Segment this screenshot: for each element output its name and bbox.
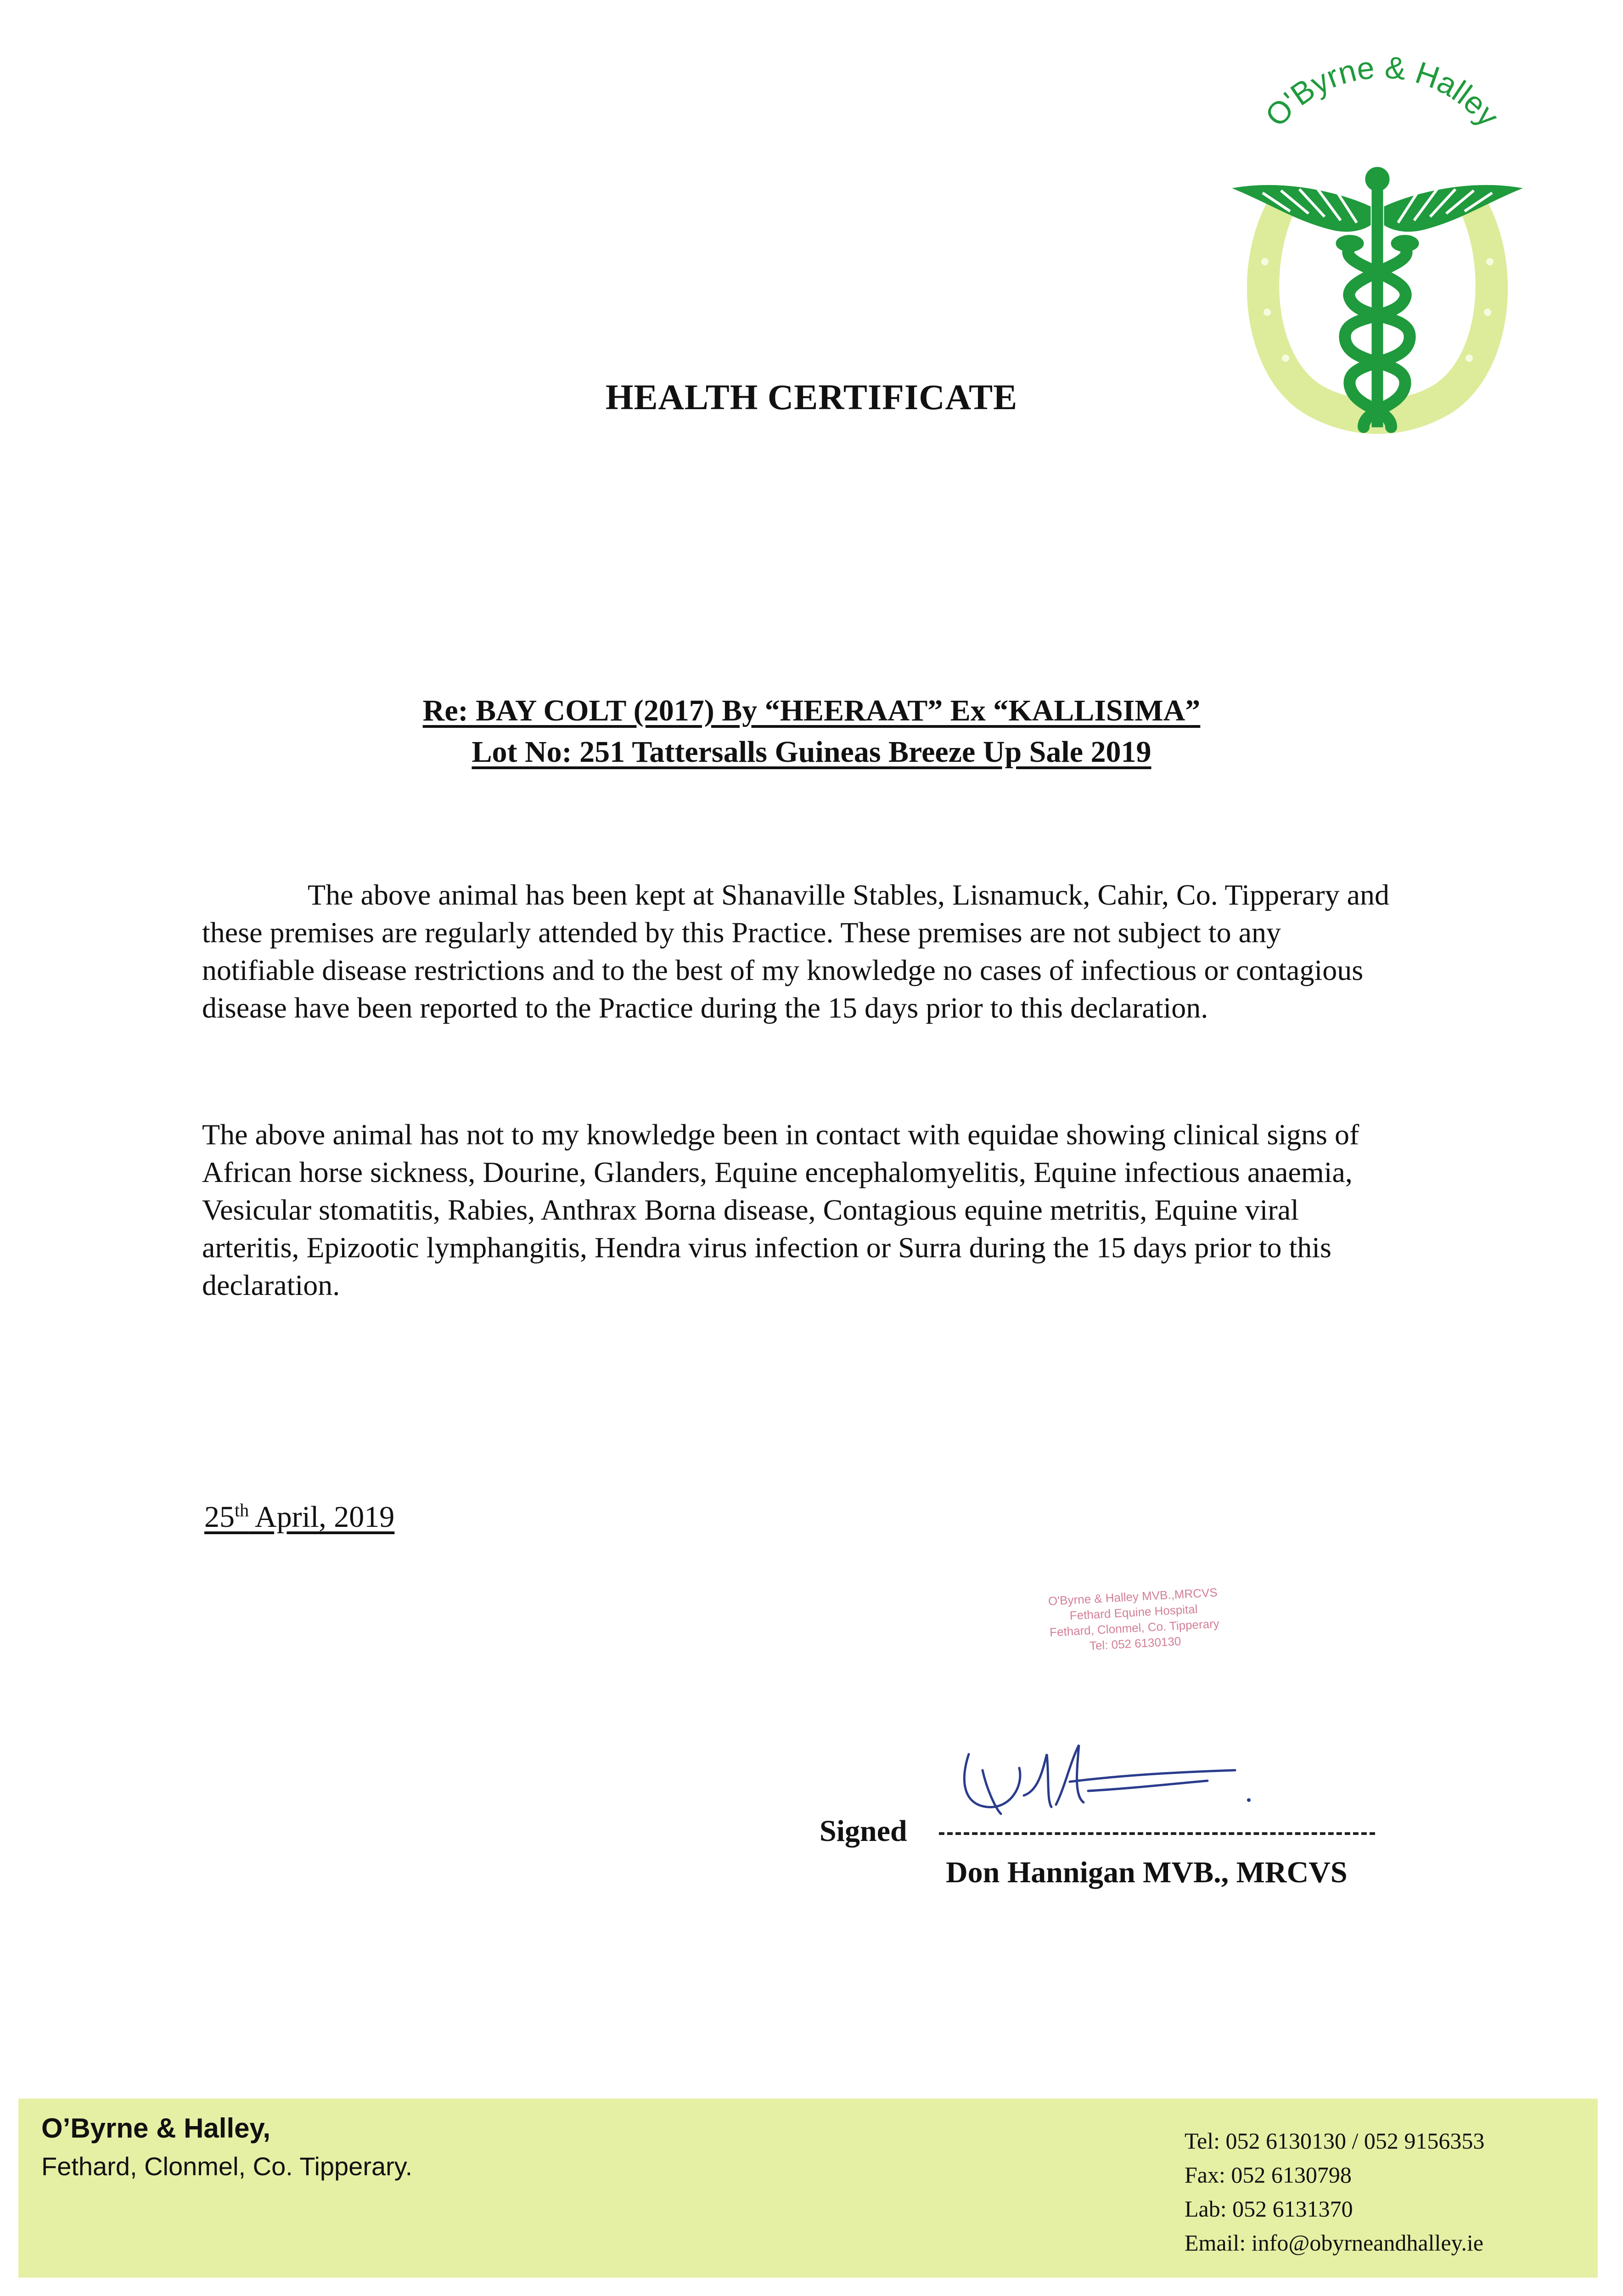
page-title: HEALTH CERTIFICATE [605,377,1018,417]
footer-tel: Tel: 052 6130130 / 052 9156353 [1185,2128,1485,2154]
certificate-date: 25th April, 2019 [204,1500,395,1534]
subject-line-horse: Re: BAY COLT (2017) By “HEERAAT” Ex “KALLISIMA” [422,694,1201,727]
signature-line [939,1832,1375,1835]
body-paragraph-premises: The above animal has been kept at Shanaville Stables, Lisnamuck, Cahir, Co. Tipperary and these premises are regularly attended by this Practice. These premises are not subject to any notifiable disease restrictions and to the best of my knowledge no cases of infectious or contagious disease have been reported to the Practice during the 15 days prior to this declaration. [202,878,1389,1024]
footer-contact [1185,2124,1484,2260]
handwritten-signature [932,1727,1267,1832]
footer-practice-name: O’Byrne & Halley, [41,2113,271,2144]
logo-text: O'Byrne & Halley [1258,55,1506,134]
footer-fax: Fax: 052 6130798 [1185,2162,1352,2188]
footer-lab: Lab: 052 6131370 [1185,2196,1353,2222]
subject-line-lot: Lot No: 251 Tattersalls Guineas Breeze Up Sale 2019 [472,735,1151,769]
footer-address: Fethard, Clonmel, Co. Tipperary. [41,2152,413,2181]
signed-label: Signed [820,1814,907,1848]
practice-stamp: O'Byrne & Halley MVB.,MRCVS Fethard Equine Hospital Fethard, Clonmel, Co. Tipperary Tel: 052 6130130 [1048,1585,1220,1653]
body-paragraph-contact: The above animal has not to my knowledge been in contact with equidae showing clinical signs of African horse sickness, Dourine, Glanders, Equine encephalomyelitis, Equine infectious anaemia, Vesicular stomatitis, Rabies, Anthrax Borna disease, Contagious equine metritis, Equine viral arteritis, Epizootic lymphangitis, Hendra virus infection or Surra during the 15 days prior to this declaration. [202,1118,1359,1301]
footer-email[interactable]: Email: info@obyrneandhalley.ie [1185,2230,1483,2256]
signer-name: Don Hannigan MVB., MRCVS [946,1856,1348,1889]
